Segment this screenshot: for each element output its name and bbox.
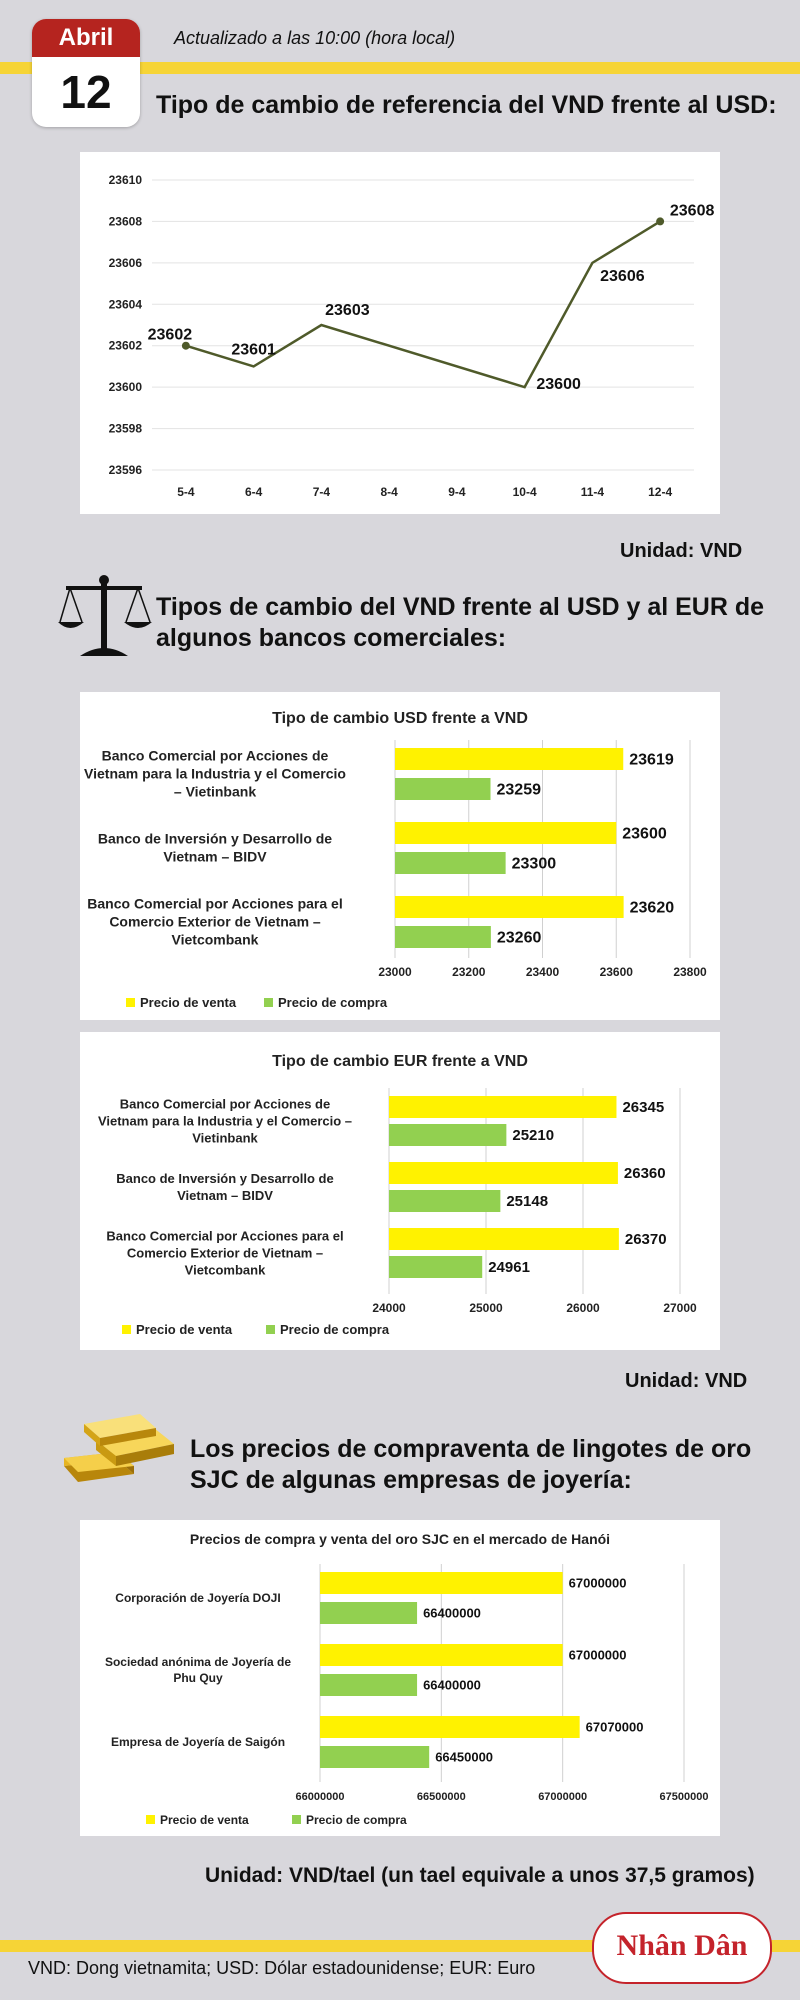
- sell-price-bar: [395, 748, 623, 770]
- chart-title: Precios de compra y venta del oro SJC en el mercado de Hanói: [189, 1531, 611, 1547]
- legend-swatch: [264, 998, 273, 1007]
- buy-price-bar: [395, 926, 491, 948]
- y-tick-label: 23596: [108, 463, 142, 477]
- x-tick-label: 8-4: [380, 485, 398, 499]
- usd-rate-chart-panel: [80, 692, 720, 1020]
- gold-bars-icon: [56, 1410, 184, 1495]
- buy-price-bar: [320, 1674, 417, 1696]
- category-label: Comercio Exterior de Vietnam –: [126, 1245, 324, 1261]
- category-label: Vietinbank: [192, 1130, 258, 1146]
- category-label: Sociedad anónima de Joyería de: [104, 1655, 292, 1669]
- sell-price-bar: [389, 1162, 618, 1184]
- gold-price-chart-panel: [80, 1520, 720, 1836]
- legend-label: Precio de compra: [280, 1322, 390, 1337]
- y-tick-label: 23608: [108, 214, 142, 229]
- buy-price-bar: [320, 1602, 417, 1624]
- category-label: Vietnam para la Industria y el Comercio: [84, 765, 346, 782]
- x-tick-label: 5-4: [177, 485, 195, 499]
- reference-rate-line-chart: [80, 152, 720, 514]
- chart-title: Tipo de cambio USD frente a VND: [272, 710, 528, 727]
- section1-title: Tipo de cambio de referencia del VND frente al USD:: [156, 91, 777, 119]
- value-label: 66450000: [435, 1749, 494, 1765]
- balance-scale-icon: [56, 572, 152, 665]
- data-label: 23600: [536, 376, 581, 394]
- sell-price-bar: [389, 1096, 616, 1118]
- value-label: 23600: [622, 825, 667, 843]
- legend-label: Precio de venta: [160, 1813, 249, 1827]
- x-tick-label: 23400: [525, 965, 560, 979]
- value-label: 26370: [624, 1231, 667, 1248]
- x-tick-label: 11-4: [580, 485, 605, 499]
- value-label: 67070000: [585, 1719, 644, 1735]
- data-label: 23608: [669, 202, 715, 220]
- section3-title-line2: SJC de algunas empresas de joyería:: [190, 1466, 632, 1494]
- category-label: – Vietinbank: [173, 783, 257, 800]
- y-tick-label: 23600: [108, 380, 142, 395]
- x-tick-label: 24000: [372, 1301, 406, 1315]
- logo-text: Nhân Dân: [616, 1929, 748, 1962]
- x-tick-label: 27000: [663, 1301, 697, 1315]
- data-point: [656, 217, 664, 225]
- category-label: Corporación de Joyería DOJI: [115, 1591, 281, 1605]
- buy-price-bar: [320, 1746, 429, 1768]
- date-month: Abril: [32, 19, 140, 57]
- legend-label: Precio de compra: [278, 995, 388, 1010]
- x-tick-label: 23800: [673, 965, 707, 979]
- legend-label: Precio de venta: [136, 1322, 233, 1337]
- usd-rate-bar-chart: [80, 692, 720, 1020]
- sell-price-bar: [320, 1572, 563, 1594]
- legend-swatch: [292, 1815, 301, 1824]
- category-label: Banco Comercial por Acciones de: [119, 1096, 331, 1112]
- category-label: Banco de Inversión y Desarrollo de: [116, 1170, 334, 1186]
- value-label: 25148: [506, 1193, 549, 1210]
- section2-title-line1: Tipos de cambio del VND frente al USD y al EUR de: [156, 593, 765, 621]
- sell-price-bar: [320, 1644, 563, 1666]
- legend-label: Precio de venta: [140, 995, 237, 1010]
- sell-price-bar: [395, 822, 616, 844]
- y-tick-label: 23610: [108, 173, 142, 187]
- legend-swatch: [266, 1325, 275, 1334]
- value-label: 26345: [622, 1099, 665, 1116]
- section3-title-line1: Los precios de compraventa de lingotes de oro: [190, 1435, 752, 1463]
- y-tick-label: 23602: [108, 338, 142, 353]
- category-label: Phu Quy: [173, 1671, 223, 1685]
- x-tick-label: 23200: [452, 965, 486, 979]
- value-label: 66400000: [423, 1605, 481, 1621]
- buy-price-bar: [389, 1256, 482, 1278]
- abbreviation-legend: VND: Dong vietnamita; USD: Dólar estadounidense; EUR: Euro: [28, 1958, 536, 1978]
- legend-swatch: [126, 998, 135, 1007]
- date-badge: [32, 19, 140, 127]
- sell-price-bar: [320, 1716, 580, 1738]
- value-label: 67000000: [568, 1575, 627, 1591]
- x-tick-label: 9-4: [448, 485, 466, 499]
- buy-price-bar: [389, 1124, 506, 1146]
- category-label: Vietnam – BIDV: [177, 1187, 273, 1203]
- gold-price-bar-chart: [80, 1520, 720, 1836]
- y-tick-label: 23606: [108, 255, 142, 270]
- category-label: Banco Comercial por Acciones de: [101, 747, 329, 764]
- date-day: 12: [60, 66, 112, 118]
- legend-swatch: [146, 1815, 155, 1824]
- nhan-dan-logo: [592, 1912, 772, 1984]
- category-label: Empresa de Joyería de Saigón: [110, 1735, 286, 1749]
- sell-price-bar: [389, 1228, 619, 1250]
- section3-title: [190, 1434, 751, 1496]
- y-tick-label: 23604: [108, 297, 142, 312]
- section2-title: [156, 592, 764, 654]
- sell-price-bar: [395, 896, 624, 918]
- category-label: Banco Comercial por Acciones para el: [87, 895, 343, 912]
- value-label: 26360: [623, 1165, 666, 1182]
- legend-label: Precio de compra: [306, 1813, 407, 1827]
- value-label: 67000000: [568, 1647, 627, 1663]
- x-tick-label: 7-4: [312, 485, 331, 499]
- chart-title: Tipo de cambio EUR frente a VND: [272, 1053, 528, 1070]
- section3-unit: Unidad: VND/tael (un tael equivale a unos 37,5 gramos): [205, 1864, 755, 1887]
- update-time: Actualizado a las 10:00 (hora local): [174, 28, 456, 48]
- category-label: Vietnam para la Industria y el Comercio –: [97, 1113, 353, 1129]
- value-label: 66400000: [423, 1677, 481, 1693]
- reference-rate-chart-panel: [80, 152, 720, 514]
- value-label: 25210: [512, 1127, 555, 1144]
- x-tick-label: 23600: [599, 965, 633, 979]
- x-tick-label: 25000: [469, 1301, 503, 1315]
- category-label: Vietcombank: [171, 931, 259, 948]
- category-label: Vietcombank: [184, 1262, 266, 1278]
- value-label: 24961: [488, 1259, 530, 1276]
- x-tick-label: 67500000: [659, 1791, 709, 1803]
- x-tick-label: 23000: [378, 965, 412, 979]
- x-tick-label: 67000000: [538, 1791, 588, 1803]
- value-label: 23300: [511, 855, 557, 873]
- x-tick-label: 10-4: [512, 485, 537, 499]
- category-label: Comercio Exterior de Vietnam –: [109, 913, 321, 930]
- value-label: 23619: [629, 751, 674, 769]
- data-label: 23603: [325, 302, 370, 319]
- x-tick-label: 66500000: [416, 1791, 466, 1803]
- category-label: Banco Comercial por Acciones para el: [106, 1228, 344, 1244]
- section2-title-line2: algunos bancos comerciales:: [156, 624, 507, 652]
- y-tick-label: 23598: [108, 421, 142, 436]
- category-label: Vietnam – BIDV: [163, 848, 267, 865]
- eur-rate-chart-panel: [80, 1032, 720, 1350]
- eur-rate-bar-chart: [80, 1032, 720, 1350]
- x-tick-label: 6-4: [244, 485, 263, 499]
- buy-price-bar: [395, 852, 506, 874]
- category-label: Banco de Inversión y Desarrollo de: [97, 830, 333, 847]
- x-tick-label: 26000: [566, 1301, 600, 1315]
- value-label: 23260: [496, 929, 542, 947]
- x-tick-label: 12-4: [648, 485, 673, 499]
- data-label: 23602: [147, 326, 193, 344]
- buy-price-bar: [395, 778, 491, 800]
- legend-swatch: [122, 1325, 131, 1334]
- buy-price-bar: [389, 1190, 500, 1212]
- section1-unit: Unidad: VND: [620, 540, 743, 562]
- value-label: 23620: [629, 899, 675, 917]
- data-label: 23606: [600, 267, 645, 285]
- data-label: 23601: [231, 341, 276, 359]
- value-label: 23259: [496, 781, 542, 799]
- x-tick-label: 66000000: [295, 1791, 345, 1803]
- section2-unit: Unidad: VND: [625, 1370, 748, 1392]
